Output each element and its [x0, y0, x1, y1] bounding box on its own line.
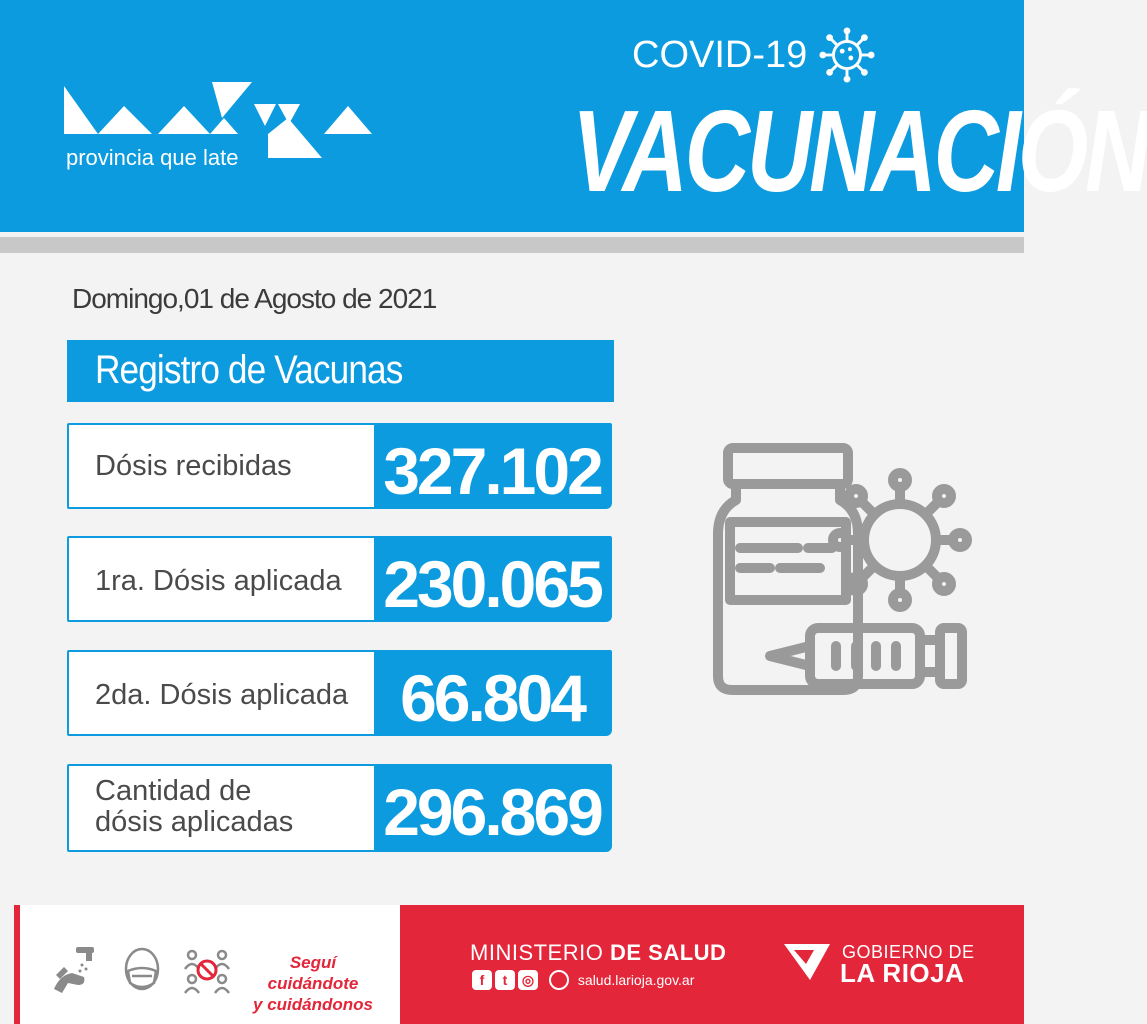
- ministry-bold: DE SALUD: [609, 940, 727, 965]
- vaccine-vial-icon: [700, 430, 980, 710]
- no-crowds-icon: [182, 945, 232, 995]
- globe-icon: [549, 970, 569, 990]
- stat-label: [95, 776, 293, 838]
- header-divider: [0, 237, 1024, 253]
- ministry-prefix: MINISTERIO: [470, 940, 604, 965]
- ministry-name: [470, 940, 726, 966]
- slogan-line2: y cuidándonos: [253, 995, 373, 1014]
- stat-row-total-applied: [67, 764, 612, 852]
- stat-label-line1: Cantidad de: [95, 775, 252, 807]
- report-date: Domingo,01 de Agosto de 2021: [72, 283, 437, 314]
- facebook-icon[interactable]: f: [472, 970, 492, 990]
- social-links: [472, 970, 694, 994]
- stat-row-first-dose: [67, 536, 612, 622]
- virus-icon: [818, 26, 876, 84]
- gobierno-logo: [782, 942, 832, 982]
- stat-value: 66.804: [400, 661, 584, 735]
- stat-value: 327.102: [383, 434, 601, 508]
- stat-row-doses-received: [67, 423, 612, 509]
- hand-washing-icon: [50, 945, 98, 995]
- stat-row-second-dose: [67, 650, 612, 736]
- twitter-icon[interactable]: t: [495, 970, 515, 990]
- stat-label: Dósis recibidas: [95, 450, 292, 482]
- slogan-line1: Seguí cuidándote: [267, 953, 359, 993]
- stat-label-line2: dósis aplicadas: [95, 806, 294, 838]
- logo-tagline: provincia que late: [66, 145, 239, 170]
- stat-label: 1ra. Dósis aplicada: [95, 565, 342, 597]
- website-link[interactable]: salud.larioja.gov.ar: [577, 972, 695, 988]
- gobierno-label: GOBIERNO DE: [842, 942, 975, 962]
- la-rioja-label: LA RIOJA: [840, 958, 965, 988]
- stat-label: 2da. Dósis aplicada: [95, 679, 349, 711]
- section-title: Registro de Vacunas: [95, 348, 403, 392]
- instagram-icon[interactable]: ◎: [518, 970, 538, 990]
- page-title: VACUNACIÓN: [572, 86, 1147, 216]
- covid-label: COVID-19: [632, 34, 808, 76]
- stat-value: 296.869: [383, 775, 601, 849]
- stat-value: 230.065: [383, 547, 601, 621]
- face-mask-icon: [120, 945, 164, 995]
- slogan: [253, 952, 373, 1015]
